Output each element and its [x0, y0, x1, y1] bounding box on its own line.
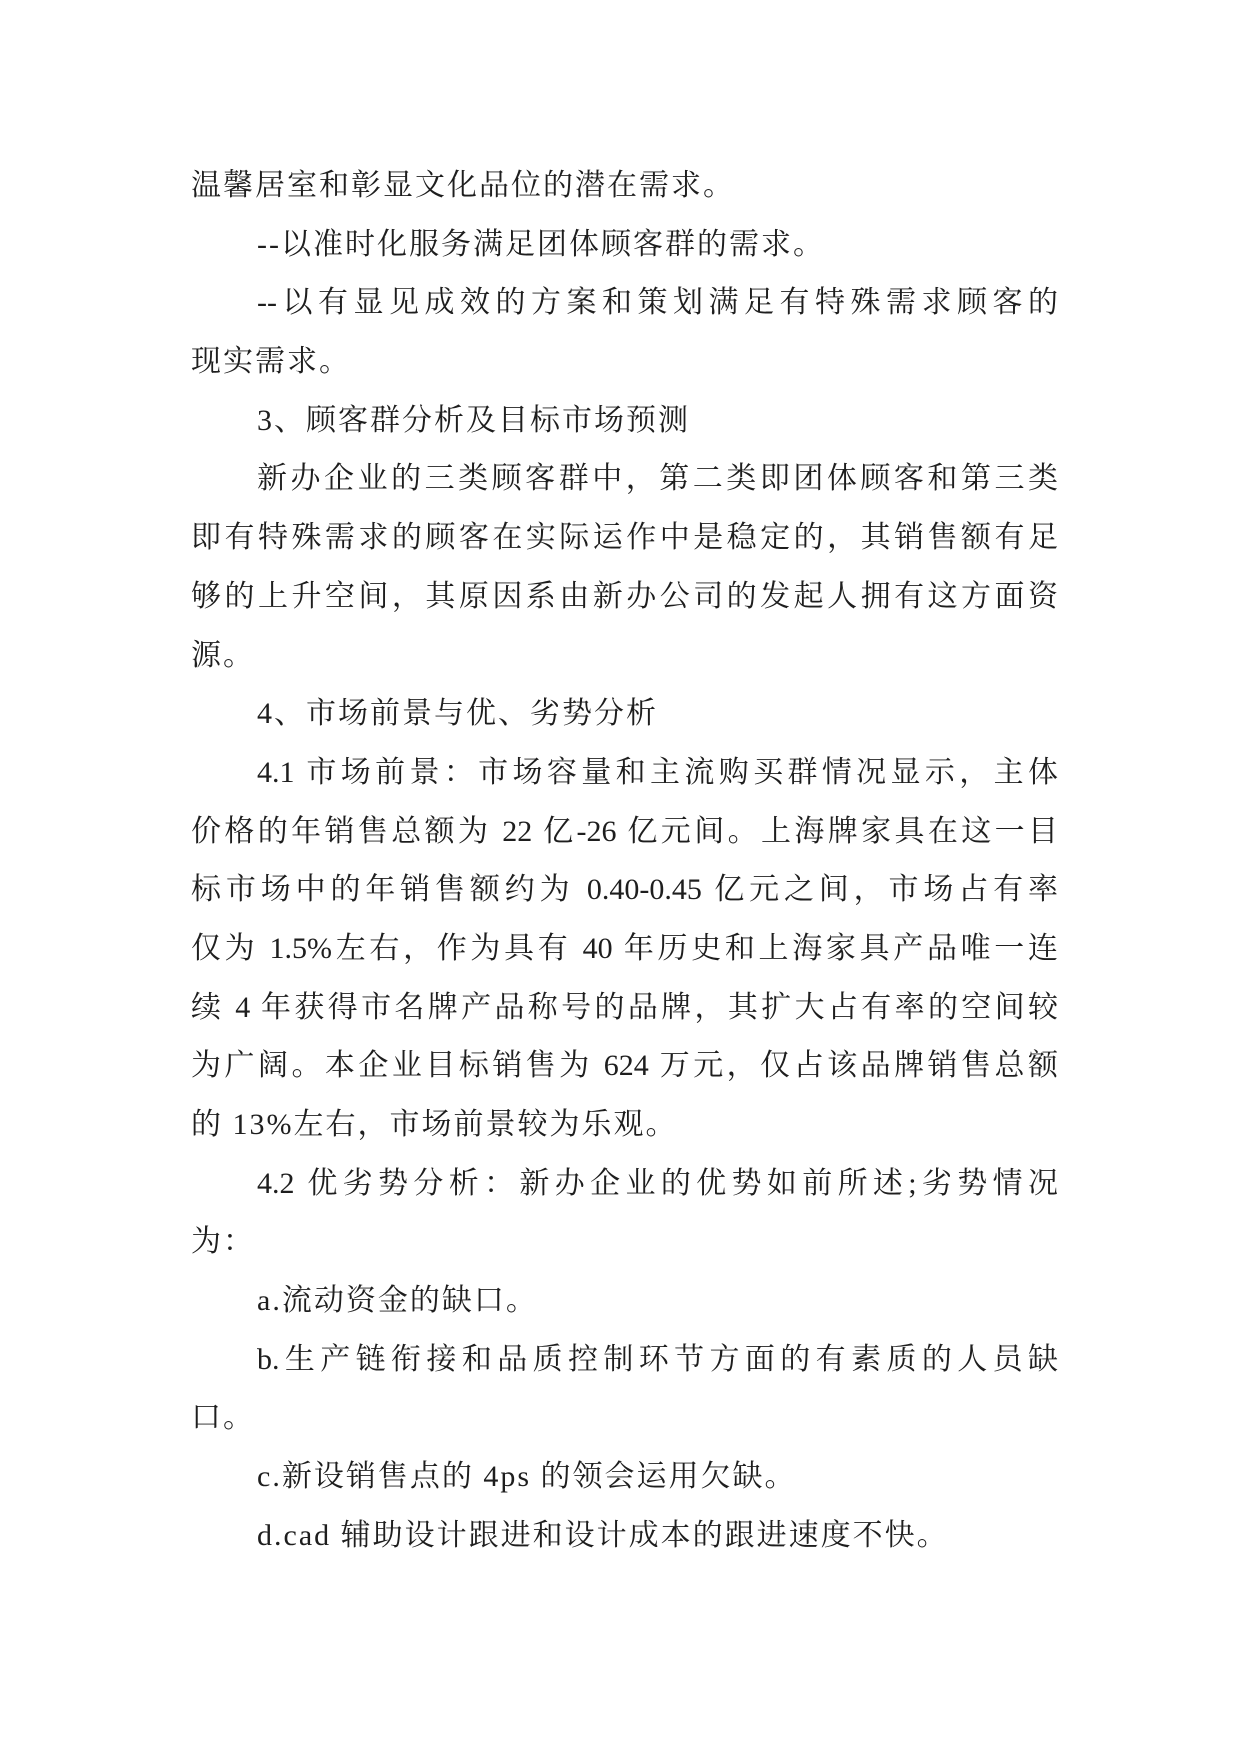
- paragraph: [191, 216, 1058, 275]
- text-line: 续 4 年获得市名牌产品称号的品牌，其扩大占有率的空间较: [191, 990, 1058, 1024]
- text-line: 4.1 市场前景：市场容量和主流购买群情况显示，主体: [257, 755, 1058, 789]
- text-line: 温馨居室和彰显文化品位的潜在需求。: [191, 169, 735, 202]
- paragraph: [191, 157, 1058, 216]
- list-item: [191, 1272, 1058, 1331]
- text-line: 价格的年销售总额为 22 亿-26 亿元间。上海牌家具在这一目: [191, 814, 1058, 848]
- text-line: --以准时化服务满足团体顾客群的需求。: [257, 227, 825, 261]
- text-line: 口。: [191, 1401, 255, 1435]
- text-line: 仅为 1.5%左右，作为具有 40 年历史和上海家具产品唯一连: [191, 931, 1058, 965]
- text-line: 现实需求。: [191, 345, 351, 379]
- text-line: 为广阔。本企业目标销售为 624 万元，仅占该品牌销售总额: [191, 1049, 1058, 1083]
- text-line: c.新设销售点的 4ps 的领会运用欠缺。: [257, 1460, 797, 1494]
- paragraph: [191, 274, 1058, 391]
- list-item: [191, 1507, 1058, 1566]
- paragraph: [191, 744, 1058, 1155]
- text-line: 标市场中的年销售额约为 0.40-0.45 亿元之间，市场占有率: [191, 873, 1058, 907]
- paragraph: [191, 1155, 1058, 1272]
- text-line: 的 13%左右，市场前景较为乐观。: [191, 1108, 678, 1141]
- text-line: 够的上升空间，其原因系由新办公司的发起人拥有这方面资: [191, 579, 1058, 613]
- text-line: 4.2 优劣势分析：新办企业的优势如前所述;劣势情况: [257, 1166, 1058, 1200]
- text-line: 为：: [191, 1225, 255, 1259]
- text-line: 源。: [191, 638, 255, 672]
- section-heading: 4、市场前景与优、劣势分析: [257, 697, 658, 731]
- text-line: --以有显见成效的方案和策划满足有特殊需求顾客的: [257, 286, 1058, 320]
- text-line: 即有特殊需求的顾客在实际运作中是稳定的，其销售额有足: [191, 521, 1058, 555]
- text-line: b.生产链衔接和品质控制环节方面的有素质的人员缺: [257, 1342, 1058, 1376]
- list-item: [191, 1331, 1058, 1448]
- text-line: a.流动资金的缺口。: [257, 1284, 538, 1318]
- document-body: [191, 157, 1058, 1566]
- text-line: d.cad 辅助设计跟进和设计成本的跟进速度不快。: [257, 1518, 949, 1552]
- section-heading: 3、顾客群分析及目标市场预测: [257, 403, 690, 437]
- paragraph: [191, 450, 1058, 685]
- list-item: [191, 1448, 1058, 1507]
- text-line: 新办企业的三类顾客群中，第二类即团体顾客和第三类: [257, 462, 1058, 496]
